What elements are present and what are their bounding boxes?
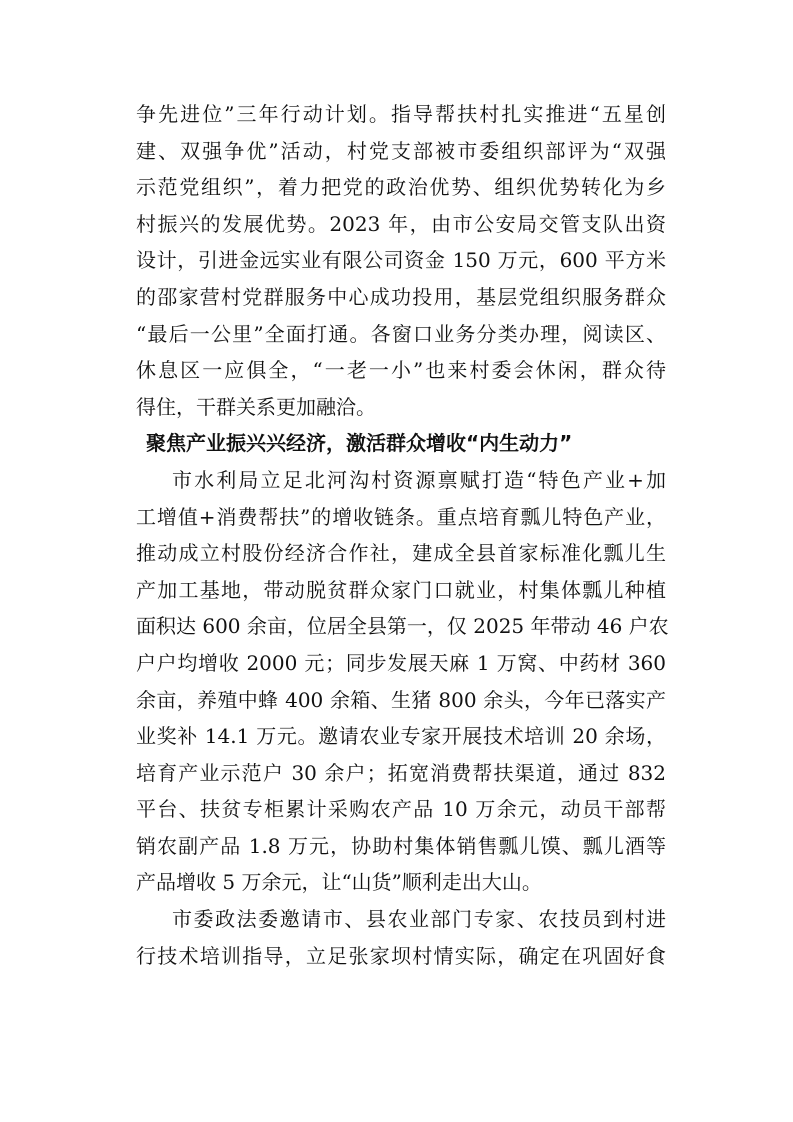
paragraph-continued [136, 96, 666, 425]
text-line: 产加工基地，带动脱贫群众家门口就业，村集体瓢儿种植 [136, 577, 666, 602]
text-line: 业奖补 14.1 万元。邀请农业专家开展技术培训 20 余场， [136, 724, 666, 749]
text-line: 行技术培训指导，立足张家坝村情实际，确定在巩固好食 [136, 943, 666, 968]
text-line: “最后一公里”全面打通。各窗口业务分类办理，阅读区、 [136, 321, 666, 346]
text-line: 得住，干群关系更加融洽。 [136, 394, 376, 419]
text-line: 余亩，养殖中蜂 400 余箱、生猪 800 余头，今年已落实产 [136, 687, 666, 712]
text-line: 争先进位”三年行动计划。指导帮扶村扎实推进“五星创 [136, 102, 666, 126]
text-line: 培育产业示范户 30 余户；拓宽消费帮扶渠道，通过 832 [136, 760, 666, 785]
text-line: 工增值+消费帮扶”的增收链条。重点培育瓢儿特色产业， [136, 504, 666, 529]
text-line: 市水利局立足北河沟村资源禀赋打造“特色产业+加 [172, 467, 666, 492]
text-line: 面积达 600 余亩，位居全县第一，仅 2025 年带动 46 户农 [136, 614, 669, 639]
text-line: 的邵家营村党群服务中心成功投用，基层党组织服务群众 [136, 284, 666, 309]
document-body [136, 96, 669, 974]
paragraph-training [136, 901, 666, 974]
text-line: 推动成立村股份经济合作社，建成全县首家标准化瓢儿生 [136, 541, 666, 566]
text-line: 建、双强争优”活动，村党支部被市委组织部评为“双强 [136, 138, 666, 163]
section-heading: 聚焦产业振兴兴经济，激活群众增收“内生动力” [146, 431, 573, 456]
text-line: 销农副产品 1.8 万元，协助村集体销售瓢儿馍、瓢儿酒等 [136, 833, 666, 858]
text-line: 村振兴的发展优势。2023 年，由市公安局交管支队出资 [136, 211, 666, 236]
text-line: 平台、扶贫专柜累计采购农产品 10 万余元，动员干部帮 [136, 797, 666, 822]
text-line: 产品增收 5 万余元，让“山货”顺利走出大山。 [136, 870, 542, 895]
text-line: 户户均增收 2000 元；同步发展天麻 1 万窝、中药材 360 [136, 650, 666, 675]
text-line: 示范党组织”，着力把党的政治优势、组织优势转化为乡 [136, 175, 666, 200]
text-line: 休息区一应俱全，“一老一小”也来村委会休闲，群众待 [136, 358, 666, 383]
text-line: 设计，引进金远实业有限公司资金 150 万元，600 平方米 [136, 248, 666, 273]
text-line: 市委政法委邀请市、县农业部门专家、农技员到村进 [172, 907, 666, 932]
paragraph-industry [136, 462, 669, 901]
